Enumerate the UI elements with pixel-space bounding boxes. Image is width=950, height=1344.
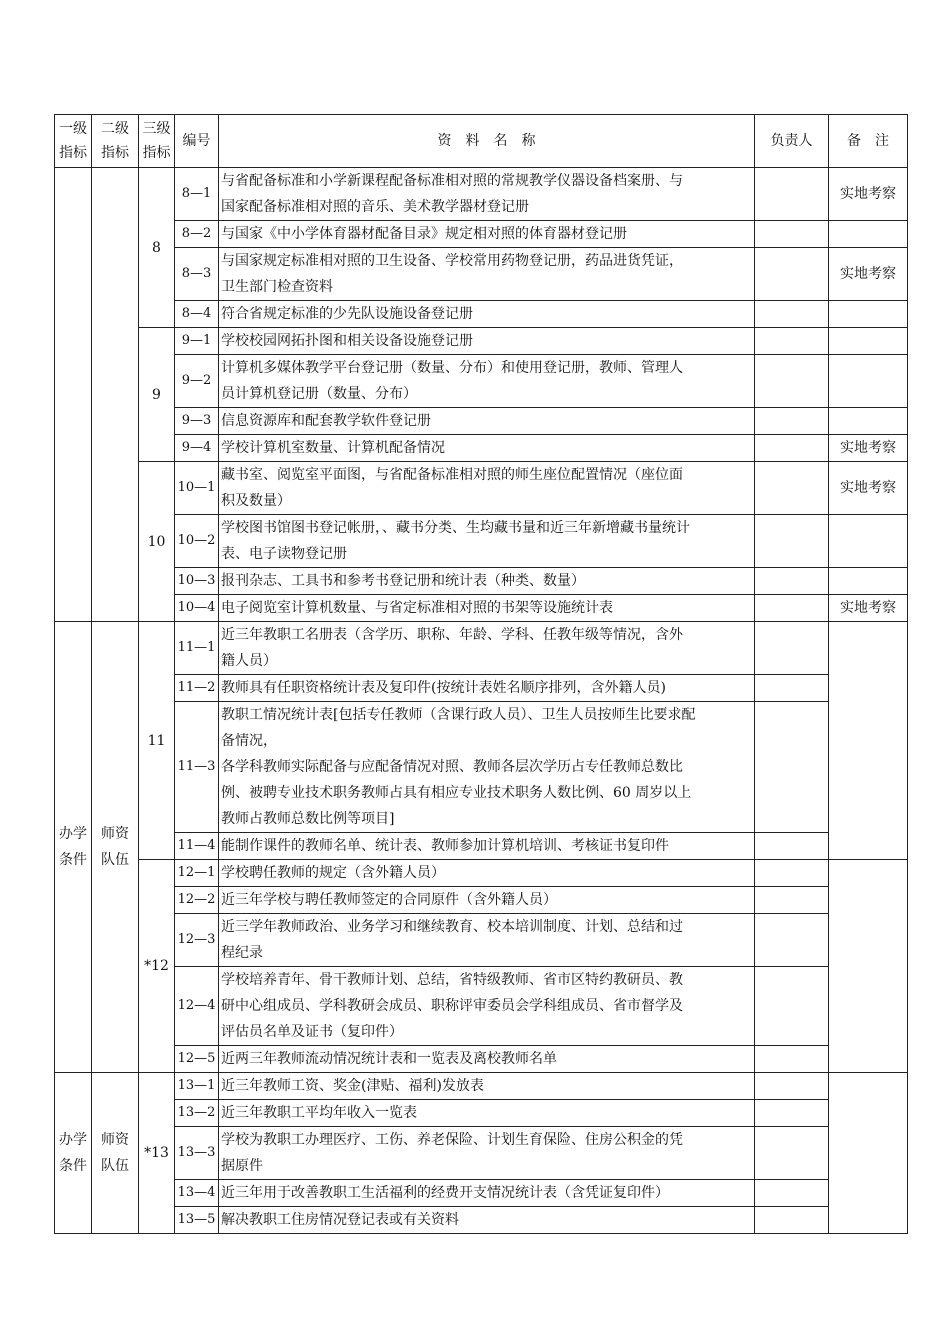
name-cell: 近三年教职工名册表（含学历、职称、年龄、学科、任教年级等情况，含外 籍人员）	[219, 622, 755, 675]
code-cell: 10—4	[175, 595, 219, 622]
name-cell: 近三年学校与聘任教师签定的合同原件（含外籍人员）	[219, 887, 755, 914]
code-cell: 8—1	[175, 168, 219, 221]
name-cell: 藏书室、阅览室平面图，与省配备标准相对照的师生座位配置情况（座位面 积及数量）	[219, 462, 755, 515]
name-cell: 近三年教师工资、奖金(津贴、福利)发放表	[219, 1073, 755, 1100]
owner-cell	[755, 914, 829, 967]
level2-cell: 师资 队伍	[92, 1073, 139, 1234]
owner-cell	[755, 221, 829, 248]
table-row	[55, 328, 908, 355]
name-cell: 信息资源库和配套教学软件登记册	[219, 408, 755, 435]
table-row	[55, 833, 908, 860]
owner-cell	[755, 967, 829, 1046]
name-cell: 能制作课件的教师名单、统计表、教师参加计算机培训、考核证书复印件	[219, 833, 755, 860]
owner-cell	[755, 1073, 829, 1100]
table-row	[55, 301, 908, 328]
name-cell: 学校图书馆图书登记帐册，、藏书分类、生均藏书量和近三年新增藏书量统计 表、电子读物登记册	[219, 515, 755, 568]
name-cell: 与省配备标准和小学新课程配备标准相对照的常规教学仪器设备档案册、与 国家配备标准相对照的音乐、美术教学器材登记册	[219, 168, 755, 221]
owner-cell	[755, 860, 829, 887]
table-row	[55, 887, 908, 914]
table-row	[55, 967, 908, 1046]
owner-cell	[755, 1180, 829, 1207]
table-row	[55, 462, 908, 515]
owner-cell	[755, 887, 829, 914]
code-cell: 8—2	[175, 221, 219, 248]
name-cell: 解决教职工住房情况登记表或有关资料	[219, 1207, 755, 1234]
level3-cell: 10	[139, 462, 175, 622]
materials-table	[54, 114, 908, 1234]
name-cell: 学校计算机室数量、计算机配备情况	[219, 435, 755, 462]
table-row	[55, 702, 908, 833]
code-cell: 9—3	[175, 408, 219, 435]
code-cell: 10—1	[175, 462, 219, 515]
table-row	[55, 914, 908, 967]
name-cell: 学校聘任教师的规定（含外籍人员）	[219, 860, 755, 887]
note-cell: 实地考察	[829, 435, 908, 462]
name-cell: 近三学年教师政治、业务学习和继续教育、校本培训制度、计划、总结和过 程纪录	[219, 914, 755, 967]
header-row	[55, 115, 908, 168]
table-row	[55, 1127, 908, 1180]
name-cell: 符合省规定标准的少先队设施设备登记册	[219, 301, 755, 328]
note-cell	[829, 515, 908, 568]
table-row	[55, 675, 908, 702]
code-cell: 8—3	[175, 248, 219, 301]
table-row	[55, 622, 908, 675]
code-cell: 11—2	[175, 675, 219, 702]
owner-cell	[755, 301, 829, 328]
level3-cell: *12	[139, 860, 175, 1073]
table-row	[55, 860, 908, 887]
code-cell: 9—1	[175, 328, 219, 355]
header-level2: 二级 指标	[92, 115, 139, 168]
table-row	[55, 355, 908, 408]
code-cell: 9—2	[175, 355, 219, 408]
name-cell: 近三年用于改善教职工生活福利的经费开支情况统计表（含凭证复印件）	[219, 1180, 755, 1207]
table-row	[55, 435, 908, 462]
level1-cell: 办学 条件	[55, 1073, 92, 1234]
note-cell	[829, 1073, 908, 1234]
name-cell: 近三年教职工平均年收入一览表	[219, 1100, 755, 1127]
code-cell: 13—2	[175, 1100, 219, 1127]
header-level3: 三级 指标	[139, 115, 175, 168]
owner-cell	[755, 1127, 829, 1180]
owner-cell	[755, 595, 829, 622]
name-cell: 与国家规定标准相对照的卫生设备、学校常用药物登记册，药品进货凭证， 卫生部门检查资料	[219, 248, 755, 301]
code-cell: 10—3	[175, 568, 219, 595]
code-cell: 9—4	[175, 435, 219, 462]
note-cell	[829, 221, 908, 248]
owner-cell	[755, 408, 829, 435]
code-cell: 8—4	[175, 301, 219, 328]
level3-cell: 8	[139, 168, 175, 328]
level3-cell: 11	[139, 622, 175, 860]
owner-cell	[755, 702, 829, 833]
owner-cell	[755, 1207, 829, 1234]
owner-cell	[755, 328, 829, 355]
code-cell: 11—4	[175, 833, 219, 860]
name-cell: 教师具有任职资格统计表及复印件(按统计表姓名顺序排列，含外籍人员)	[219, 675, 755, 702]
table-row	[55, 168, 908, 221]
note-cell	[829, 860, 908, 1073]
code-cell: 11—3	[175, 702, 219, 833]
name-cell: 近两三年教师流动情况统计表和一览表及离校教师名单	[219, 1046, 755, 1073]
note-cell: 实地考察	[829, 168, 908, 221]
table-row	[55, 515, 908, 568]
note-cell	[829, 408, 908, 435]
name-cell: 学校为教职工办理医疗、工伤、养老保险、计划生育保险、住房公积金的凭 据原件	[219, 1127, 755, 1180]
table-row	[55, 595, 908, 622]
note-cell	[829, 622, 908, 860]
table-row	[55, 1046, 908, 1073]
table-row	[55, 248, 908, 301]
table-row	[55, 408, 908, 435]
header-code: 编号	[175, 115, 219, 168]
name-cell: 学校校园网拓扑图和相关设备设施登记册	[219, 328, 755, 355]
table-row	[55, 1180, 908, 1207]
owner-cell	[755, 675, 829, 702]
code-cell: 12—5	[175, 1046, 219, 1073]
level3-cell: *13	[139, 1073, 175, 1234]
level3-cell: 9	[139, 328, 175, 462]
table-row	[55, 1207, 908, 1234]
owner-cell	[755, 435, 829, 462]
owner-cell	[755, 355, 829, 408]
table-row	[55, 568, 908, 595]
code-cell: 10—2	[175, 515, 219, 568]
owner-cell	[755, 622, 829, 675]
level1-cell: 办学 条件	[55, 622, 92, 1073]
code-cell: 13—3	[175, 1127, 219, 1180]
name-cell: 与国家《中小学体育器材配备目录》规定相对照的体育器材登记册	[219, 221, 755, 248]
owner-cell	[755, 1100, 829, 1127]
note-cell	[829, 328, 908, 355]
header-level1: 一级 指标	[55, 115, 92, 168]
level2-cell-empty	[92, 168, 139, 622]
code-cell: 13—4	[175, 1180, 219, 1207]
code-cell: 12—4	[175, 967, 219, 1046]
owner-cell	[755, 168, 829, 221]
table-row	[55, 221, 908, 248]
table-row	[55, 1073, 908, 1100]
note-cell: 实地考察	[829, 462, 908, 515]
note-cell	[829, 568, 908, 595]
level2-cell: 师资 队伍	[92, 622, 139, 1073]
name-cell: 报刊杂志、工具书和参考书登记册和统计表（种类、数量）	[219, 568, 755, 595]
owner-cell	[755, 568, 829, 595]
name-cell: 计算机多媒体教学平台登记册（数量、分布）和使用登记册，教师、管理人 员计算机登记册（数量、分布）	[219, 355, 755, 408]
owner-cell	[755, 515, 829, 568]
name-cell: 教职工情况统计表[包括专任教师（含课行政人员）、卫生人员按师生比要求配 备情况， 各学科教师实际配备与应配备情况对照、教师各层次学历占专任教师总数比 例、被聘专业技术职务教师占具有相应专业技术职务人数比例、60 周岁以上 教师占教师总数比例等项目]	[219, 702, 755, 833]
owner-cell	[755, 248, 829, 301]
table-row	[55, 1100, 908, 1127]
note-cell: 实地考察	[829, 248, 908, 301]
code-cell: 13—1	[175, 1073, 219, 1100]
code-cell: 12—1	[175, 860, 219, 887]
note-cell: 实地考察	[829, 595, 908, 622]
note-cell	[829, 301, 908, 328]
code-cell: 12—2	[175, 887, 219, 914]
header-owner: 负责人	[755, 115, 829, 168]
level1-cell-empty	[55, 168, 92, 622]
note-cell	[829, 355, 908, 408]
header-note: 备 注	[829, 115, 908, 168]
owner-cell	[755, 833, 829, 860]
owner-cell	[755, 462, 829, 515]
code-cell: 12—3	[175, 914, 219, 967]
header-name: 资 料 名 称	[219, 115, 755, 168]
code-cell: 11—1	[175, 622, 219, 675]
owner-cell	[755, 1046, 829, 1073]
name-cell: 电子阅览室计算机数量、与省定标准相对照的书架等设施统计表	[219, 595, 755, 622]
code-cell: 13—5	[175, 1207, 219, 1234]
name-cell: 学校培养青年、骨干教师计划、总结，省特级教师、省市区特约教研员、教 研中心组成员、学科教研会成员、职称评审委员会学科组成员、省市督学及 评估员名单及证书（复印件）	[219, 967, 755, 1046]
